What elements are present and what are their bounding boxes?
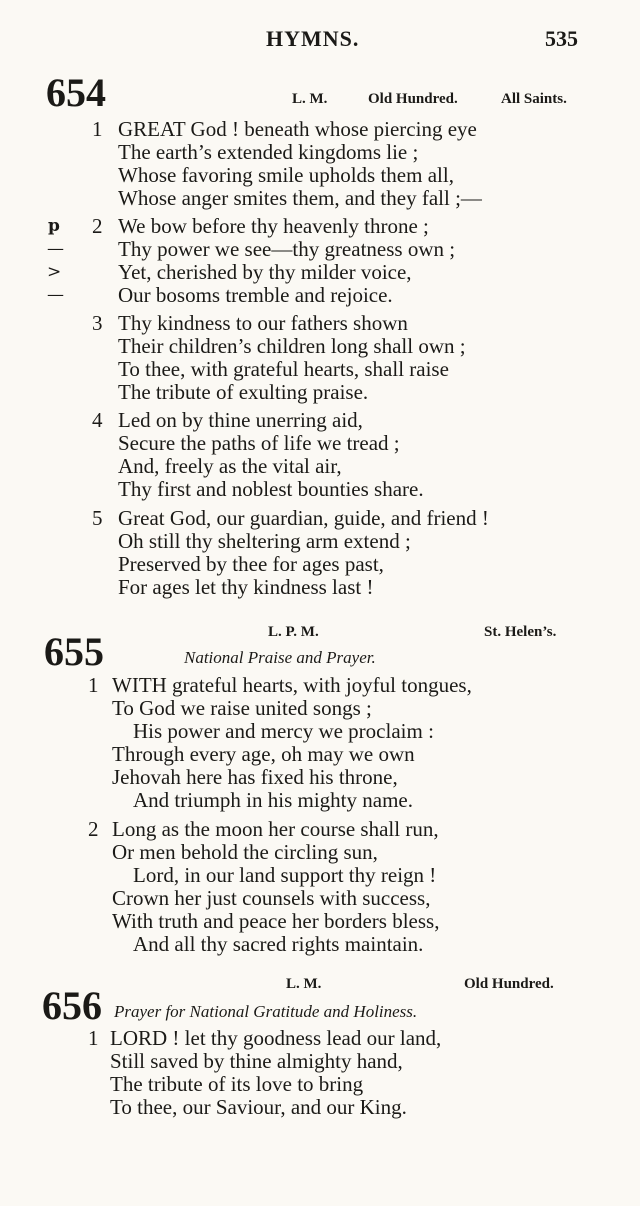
verse-line: Thy first and noblest bounties share. — [118, 477, 424, 501]
verse-number: 5 — [92, 506, 103, 530]
hymn-654-meter: L. M. — [292, 91, 328, 107]
verse-line: Crown her just counsels with success, — [112, 886, 431, 910]
verse-line: His power and mercy we proclaim : — [133, 719, 434, 743]
verse-line: Jehovah here has fixed his throne, — [112, 765, 398, 789]
verse-line: Our bosoms tremble and rejoice. — [118, 283, 393, 307]
verse-line: Through every age, oh may we own — [112, 742, 415, 766]
verse-number: 1 — [88, 673, 99, 697]
verse-line: GREAT God ! beneath whose piercing eye — [118, 117, 477, 141]
hymn-655-meter: L. P. M. — [268, 624, 319, 640]
verse-line: Still saved by thine almighty hand, — [110, 1049, 403, 1073]
running-header-title: HYMNS. — [266, 26, 360, 51]
verse-number: 4 — [92, 408, 103, 432]
verse-line: Long as the moon her course shall run, — [112, 817, 439, 841]
verse-number: 3 — [92, 311, 103, 335]
dynamic-mark-dash: — — [47, 285, 64, 305]
verse-line: Secure the paths of life we tread ; — [118, 431, 400, 455]
verse-line: WITH grateful hearts, with joyful tongues, — [112, 673, 472, 697]
verse-line: Oh still thy sheltering arm extend ; — [118, 529, 411, 553]
hymn-654-tune-alt: All Saints. — [501, 91, 567, 107]
verse-line: And triumph in his mighty name. — [133, 788, 413, 812]
verse-line: Whose favoring smile upholds them all, — [118, 163, 454, 187]
hymn-654-tune: Old Hundred. — [368, 91, 458, 107]
verse-line: Preserved by thee for ages past, — [118, 552, 384, 576]
verse-line: For ages let thy kindness last ! — [118, 575, 374, 599]
verse-number: 1 — [88, 1026, 99, 1050]
verse-line: And, freely as the vital air, — [118, 454, 342, 478]
verse-line: We bow before thy heavenly throne ; — [118, 214, 429, 238]
verse-line: Whose anger smites them, and they fall ;— — [118, 186, 482, 210]
verse-line: The earth’s extended kingdoms lie ; — [118, 140, 419, 164]
hymn-656-number: 656 — [42, 983, 102, 1028]
verse-line: The tribute of exulting praise. — [118, 380, 369, 404]
verse-line: Great God, our guardian, guide, and friend ! — [118, 506, 489, 530]
verse-line: Lord, in our land support thy reign ! — [133, 863, 437, 887]
verse-line: Their children’s children long shall own ; — [118, 334, 466, 358]
verse-line: With truth and peace her borders bless, — [112, 909, 440, 933]
hymn-654-number: 654 — [46, 70, 106, 115]
hymn-656-subtitle: Prayer for National Gratitude and Holiness. — [114, 1002, 418, 1021]
verse-line: Or men behold the circling sun, — [112, 840, 378, 864]
verse-line: Yet, cherished by thy milder voice, — [118, 260, 412, 284]
verse-number: 1 — [92, 117, 103, 141]
verse-line: To thee, our Saviour, and our King. — [110, 1095, 407, 1119]
hymn-655-number: 655 — [44, 629, 104, 674]
hymn-655-tune: St. Helen’s. — [484, 624, 557, 640]
dynamic-mark-dash: — — [47, 239, 64, 259]
verse-number: 2 — [88, 817, 99, 841]
verse-line: And all thy sacred rights maintain. — [133, 932, 424, 956]
verse-line: LORD ! let thy goodness lead our land, — [110, 1026, 442, 1050]
hymn-655-subtitle: National Praise and Prayer. — [184, 648, 376, 667]
verse-line: Led on by thine unerring aid, — [118, 408, 363, 432]
hymn-656-tune: Old Hundred. — [464, 976, 554, 992]
dynamic-mark-accent: > — [47, 262, 62, 282]
verse-line: To thee, with grateful hearts, shall raise — [118, 357, 449, 381]
verse-line: The tribute of its love to bring — [110, 1072, 364, 1096]
verse-number: 2 — [92, 214, 103, 238]
hymn-656-meter: L. M. — [286, 976, 322, 992]
verse-line: Thy kindness to our fathers shown — [118, 311, 408, 335]
page-number: 535 — [545, 26, 578, 51]
dynamic-mark-piano: p — [48, 216, 60, 236]
verse-line: Thy power we see—thy greatness own ; — [118, 237, 456, 261]
verse-line: To God we raise united songs ; — [112, 696, 372, 720]
